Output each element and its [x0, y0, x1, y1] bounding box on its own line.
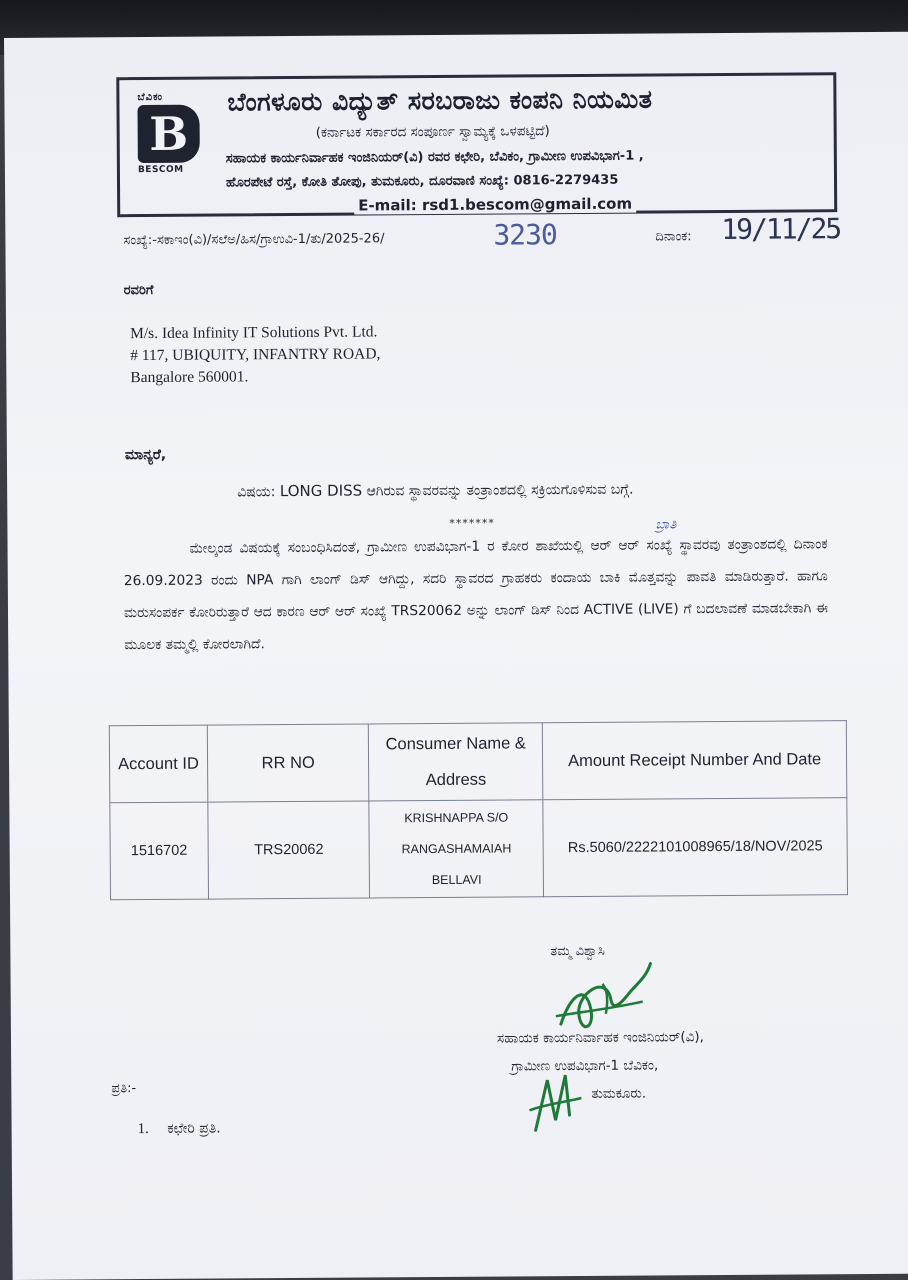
designation-line1: ಸಹಾಯಕ ಕಾರ್ಯನಿರ್ವಾಹಕ ಇಂಜಿನಿಯರ್(ವಿ), [496, 1029, 704, 1047]
cell-receipt: Rs.5060/2222101008965/18/NOV/2025 [543, 798, 847, 897]
copy-to-item [138, 1121, 221, 1139]
logo-bottom-text: BESCOM [137, 164, 184, 176]
header-consumer: Consumer Name & Address [369, 723, 543, 801]
header-account-id: Account ID [109, 725, 207, 803]
handwritten-note: ಬ್ರಾತಿ [655, 517, 677, 533]
handwritten-reference-number: 3230 [493, 218, 557, 252]
consumer-table [109, 720, 848, 900]
designation-line3: ತುಮಕೂರು. [591, 1085, 647, 1102]
office-email: E-mail: rsd1.bescom@gmail.com [354, 195, 636, 215]
letter-page [4, 32, 908, 1280]
recipient-line1: M/s. Idea Infinity IT Solutions Pvt. Ltd. [130, 323, 378, 343]
company-title: ಬೆಂಗಳೂರು ವಿದ್ಯುತ್ ಸರಬರಾಜು ಕಂಪನಿ ನಿಯಮಿತ [227, 84, 653, 117]
copy-item-text: ಕಛೇರಿ ಪ್ರತಿ. [167, 1120, 221, 1137]
designation-line2: ಗ್ರಾಮೀಣ ಉಪವಿಭಾಗ-1 ಬೆವಿಕಂ, [511, 1057, 659, 1075]
bescom-logo [137, 92, 214, 179]
recipient-line3: Bangalore 560001. [130, 368, 249, 387]
cell-account-id: 1516702 [110, 802, 209, 900]
separator: ******* [449, 516, 495, 530]
header-receipt: Amount Receipt Number And Date [542, 721, 846, 800]
subject-line [237, 480, 634, 501]
table-header-row [109, 721, 847, 803]
logo-letter: B [137, 105, 199, 163]
copy-to-label: ಪ್ರತಿ:- [111, 1081, 137, 1097]
consumer-name-line3: BELLAVI [431, 872, 482, 887]
cell-rr-no: TRS20062 [208, 801, 370, 899]
to-label: ರವರಿಗೆ [123, 282, 154, 299]
logo-top-text: ಬೆವಿಕಂ [137, 91, 164, 104]
body-paragraph [123, 528, 828, 661]
copy-item-number: 1. [137, 1121, 149, 1138]
company-subtitle: (ಕರ್ನಾಟಕ ಸರ್ಕಾರದ ಸಂಪೂರ್ಣ ಸ್ವಾಮ್ಯಕ್ಕೆ ಒಳಪಟ್ಟಿದೆ) [315, 123, 550, 141]
letterhead-box [116, 72, 837, 217]
office-address-line1: ಸಹಾಯಕ ಕಾರ್ಯನಿರ್ವಾಹಕ ಇಂಜಿನಿಯರ್(ವಿ) ರವರ ಕಛೇರಿ, ಬೆವಿಕಂ, ಗ್ರಾಮೀಣ ಉಪವಿಭಾಗ-1 , [225, 148, 644, 167]
consumer-name-line1: KRISHNAPPA S/O [404, 809, 509, 825]
yours-faithfully: ತಮ್ಮ ವಿಶ್ವಾಸಿ [550, 943, 605, 960]
initial-mark [525, 1060, 586, 1140]
handwritten-date: 19/11/25 [721, 212, 841, 246]
date-label: ದಿನಾಂಕ: [655, 229, 692, 245]
table-row [110, 798, 848, 900]
recipient-address [130, 321, 381, 389]
subject-label: ವಿಷಯ: [237, 484, 276, 501]
reference-number: ಸಂಖ್ಯೆ:-ಸಕಾಇಂ(ವಿ)/ಸಲೆಅ/ಹಿಸ/ಗ್ರಾಉವಿ-1/ತು/2025-26/ [123, 231, 385, 249]
body-text: ಮೇಲ್ಕಂಡ ವಿಷಯಕ್ಕೆ ಸಂಬಂಧಿಸಿದಂತೆ, ಗ್ರಾಮೀಣ ಉಪವಿಭಾಗ-1 ರ ಕೋರ ಶಾಖೆಯಲ್ಲಿ ಆರ್ ಆರ್ ಸಂಖ್ಯೆ ಸ್ಥಾವರವು ತಂತ್ರಾಂಶದಲ್ಲಿ ದಿನಾಂಕ 26.09.2023 ರಂದು NPA ಗಾಗಿ ಲಾಂಗ್ ಡಿಸ್ ಆಗಿದ್ದು, ಸದರಿ ಸ್ಥಾವರದ ಗ್ರಾಹಕರು ಕಂದಾಯ ಬಾಕಿ ಮೊತ್ತವನ್ನು ಪಾವತಿ ಮಾಡಿರುತ್ತಾರೆ. ಹಾಗೂ ಮರುಸಂಪರ್ಕ ಕೋರಿರುತ್ತಾರೆ ಆದ ಕಾರಣ ಆರ್ ಆರ್ ಸಂಖ್ಯೆ TRS20062 ಅನ್ನು ಲಾಂಗ್ ಡಿಸ್ ನಿಂದ ACTIVE (LIVE) ಗೆ ಬದಲಾವಣೆ ಮಾಡಬೇಕಾಗಿ ಈ ಮೂಲಕ ತಮ್ಮಲ್ಲಿ ಕೋರಲಾಗಿದೆ. [123, 536, 829, 654]
salutation: ಮಾನ್ಯರೆ, [124, 446, 167, 464]
consumer-name-line2: RANGASHAMAIAH [401, 840, 512, 856]
office-address-line2: ಹೊರಪೇಟೆ ರಸ್ತೆ, ಕೋತಿ ತೋಪು, ತುಮಕೂರು, ದೂರವಾಣಿ ಸಂಖ್ಯೆ: 0816-2279435 [225, 172, 619, 191]
recipient-line2: # 117, UBIQUITY, INFANTRY ROAD, [130, 345, 381, 365]
subject-text-english: LONG DISS [279, 481, 363, 501]
cell-consumer [369, 800, 543, 898]
subject-text-kannada: ಆಗಿರುವ ಸ್ಥಾವರವನ್ನು ತಂತ್ರಾಂಶದಲ್ಲಿ ಸಕ್ರಿಯಗೊಳಿಸುವ ಬಗ್ಗೆ. [366, 481, 634, 500]
header-rr-no: RR NO [207, 724, 369, 802]
